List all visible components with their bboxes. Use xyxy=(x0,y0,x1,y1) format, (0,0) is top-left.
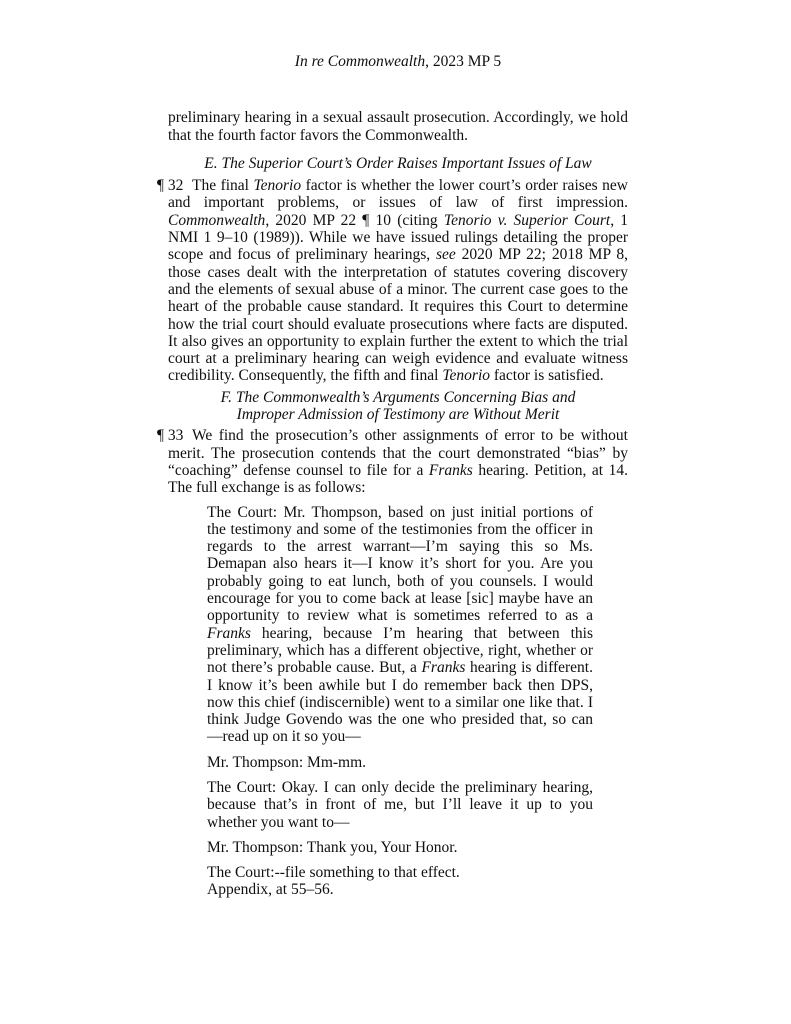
section-heading-f xyxy=(168,389,628,424)
paragraph-number-33: ¶ 33 xyxy=(157,427,184,445)
section-heading-e: E. The Superior Court’s Order Raises Important Issues of Law xyxy=(204,154,592,172)
section-heading-f-line1: F. The Commonwealth’s Arguments Concerning Bias and xyxy=(220,388,576,406)
text-run: The final xyxy=(192,177,254,195)
text-run: Tenorio v. Superior Court xyxy=(443,211,611,229)
text-run: factor is whether the lower court’s order raises new and important problems, or issues of law of first impression. xyxy=(168,177,628,212)
paragraph-number-32: ¶ 32 xyxy=(157,177,184,195)
text-run: Franks xyxy=(428,461,473,479)
quote-court-statement-1 xyxy=(207,504,593,746)
text-run: factor is satisfied. xyxy=(490,367,604,385)
paragraph-32 xyxy=(157,177,629,385)
text-run: hearing. Petition, at 14. The full exchange is as follows: xyxy=(168,461,628,497)
quote-thompson-reply-1: Mr. Thompson: Mm-mm. xyxy=(207,753,367,771)
text-run: Franks xyxy=(207,624,251,642)
case-citation: , 2023 MP 5 xyxy=(425,53,502,70)
text-run: see xyxy=(435,246,456,264)
quote-thompson-reply-2: Mr. Thompson: Thank you, Your Honor. xyxy=(207,838,458,856)
text-run: , 1 NMI 1 9–10 (1989)). While we have issued rulings detailing the proper scope and focus of preliminary hearings, xyxy=(168,211,629,264)
paragraph-32-text xyxy=(168,177,628,384)
case-name: In re Commonwealth xyxy=(294,53,426,70)
text-run: 2020 MP 22; 2018 MP 8, those cases dealt with the interpretation of statutes covering discovery and the elements of sexual abuse of a minor. The current case goes to the heart of the probable cause standard. It requires this Court to determine how the trial court should evaluate prosecutions where facts are disputed. It also gives an opportunity to explain further the extent to which the trial court at a preliminary hearing can weigh evidence and evaluate witness credibility. Consequently, the fifth and final xyxy=(168,246,628,385)
paragraph-33 xyxy=(157,427,628,497)
paragraph-continuation xyxy=(168,109,628,144)
paragraph-33-text xyxy=(168,427,628,496)
quote-court-statement-2: The Court: Okay. I can only decide the preliminary hearing, because that’s in front of me, but I’ll leave it up to you whether you want to— xyxy=(207,778,593,831)
quote-court-statement-3-text: The Court:--file something to that effect. xyxy=(207,864,460,882)
running-header xyxy=(168,53,628,70)
text-run: Tenorio xyxy=(442,367,491,385)
text-run: Commonwealth xyxy=(168,211,266,229)
text-run: Tenorio xyxy=(253,177,302,195)
text-run: Franks xyxy=(421,659,466,677)
text-run: The Court: Mr. Thompson, based on just initial portions of the testimony and some of the testimonies from the officer in regards to the arrest warrant—I’m saying this so Ms. Demapan also hears it—I know it’s short for you. Are you probably going to eat lunch, both of you counsels. I would encourage for you to come back at lease [sic] maybe have an opportunity to review what is sometimes referred to as a xyxy=(207,503,593,625)
text-run: hearing, because I’m hearing that between this preliminary, which has a different objective, right, whether or not there’s probable cause. But, a xyxy=(207,624,593,677)
text-run: hearing is different. I know it’s been awhile but I do remember back then DPS, now this chief (indiscernible) went to a similar one like that. I think Judge Govendo was the one who presided that, so can—read up on it so you— xyxy=(207,659,593,746)
section-heading-f-line2: Improper Admission of Testimony are Without Merit xyxy=(236,406,560,424)
text-run: We find the prosecution’s other assignments of error to be without merit. The prosecution contends that the court demonstrated “bias” by “coaching” defense counsel to file for a xyxy=(168,427,628,479)
quote-citation: Appendix, at 55–56. xyxy=(207,881,334,899)
text-run: , 2020 MP 22 ¶ 10 (citing xyxy=(265,211,444,229)
quote-court-statement-3 xyxy=(207,864,593,899)
text-run: preliminary hearing in a sexual assault prosecution. Accordingly, we hold that the fourth factor favors the Commonwealth. xyxy=(168,109,628,144)
block-quote xyxy=(207,504,593,899)
